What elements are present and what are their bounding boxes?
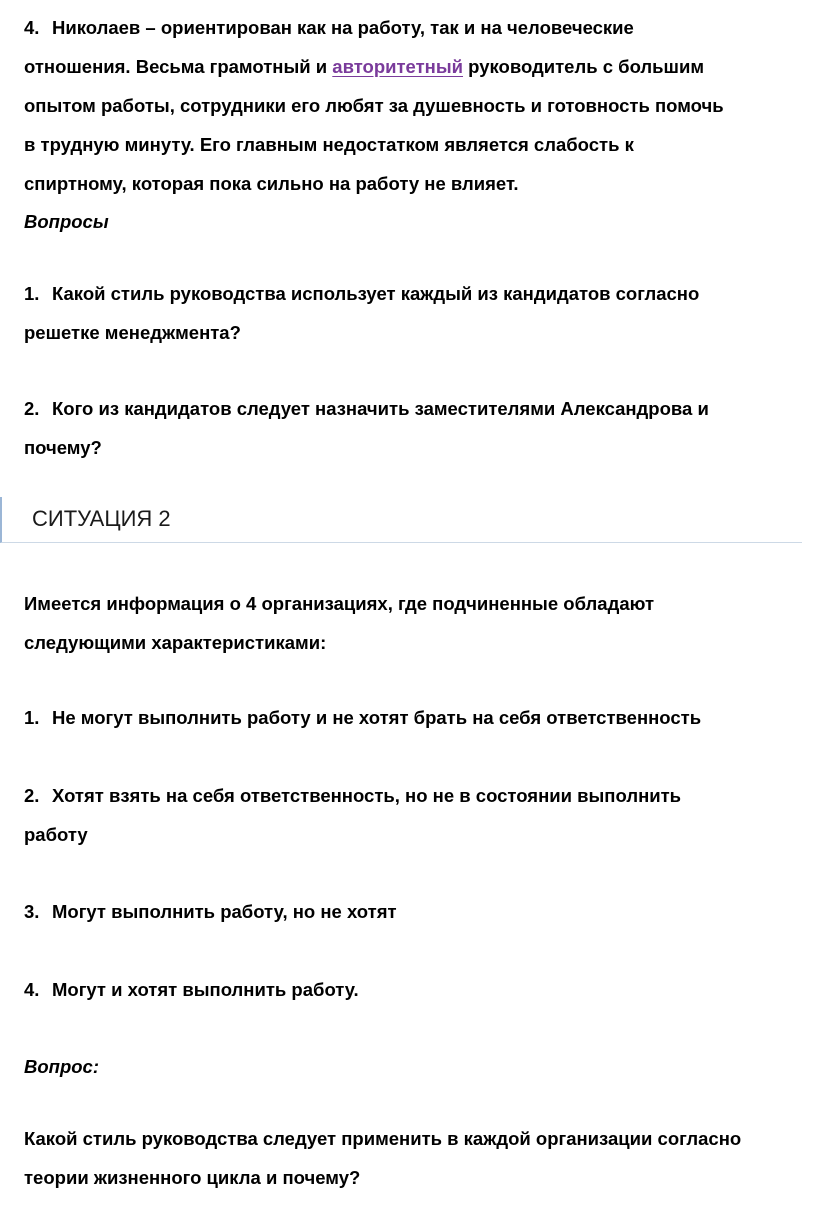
item-4-line-4: в трудную минуту. Его главным недостатком является слабость к	[24, 134, 634, 155]
item-4-line-5: спиртному, которая пока сильно на работу не влияет.	[24, 173, 519, 194]
item-4-line-1: 4. Николаев – ориентирован как на работу, так и на человеческие	[24, 8, 816, 47]
item-4-paragraph	[24, 8, 816, 203]
question-1: 1. Какой стиль руководства использует каждый из кандидатов согласно решетке менеджмента?	[24, 274, 816, 352]
situation-2-heading	[0, 497, 802, 543]
item-4-line-3: опытом работы, сотрудники его любят за душевность и готовность помочь	[24, 95, 724, 116]
list-item-1: 1. Не могут выполнить работу и не хотят брать на себя ответственность	[24, 707, 702, 728]
question-heading: Вопрос:	[24, 1056, 100, 1077]
final-question: Какой стиль руководства следует применить в каждой организации согласно теории жизненного цикла и почему?	[24, 1128, 742, 1188]
situation-2-title: СИТУАЦИЯ 2	[32, 506, 171, 531]
item-4-line-2: отношения. Весьма грамотный и авторитетный руководитель с большим	[24, 56, 705, 77]
question-2: 2. Кого из кандидатов следует назначить заместителями Александрова и почему?	[24, 389, 816, 467]
question-2-number: 2.	[24, 398, 40, 419]
authoritative-link[interactable]: авторитетный	[332, 56, 464, 77]
question-1-number: 1.	[24, 283, 40, 304]
item-4-number: 4.	[24, 17, 40, 38]
list-item-4: 4. Могут и хотят выполнить работу.	[24, 979, 359, 1000]
situation-2-intro: Имеется информация о 4 организациях, где подчиненные обладают следующими характеристиками:	[24, 593, 655, 653]
questions-heading: Вопросы	[24, 211, 109, 232]
list-item-3: 3. Могут выполнить работу, но не хотят	[24, 901, 397, 922]
list-item-2: 2. Хотят взять на себя ответственность, но не в состоянии выполнить работу	[24, 785, 682, 845]
